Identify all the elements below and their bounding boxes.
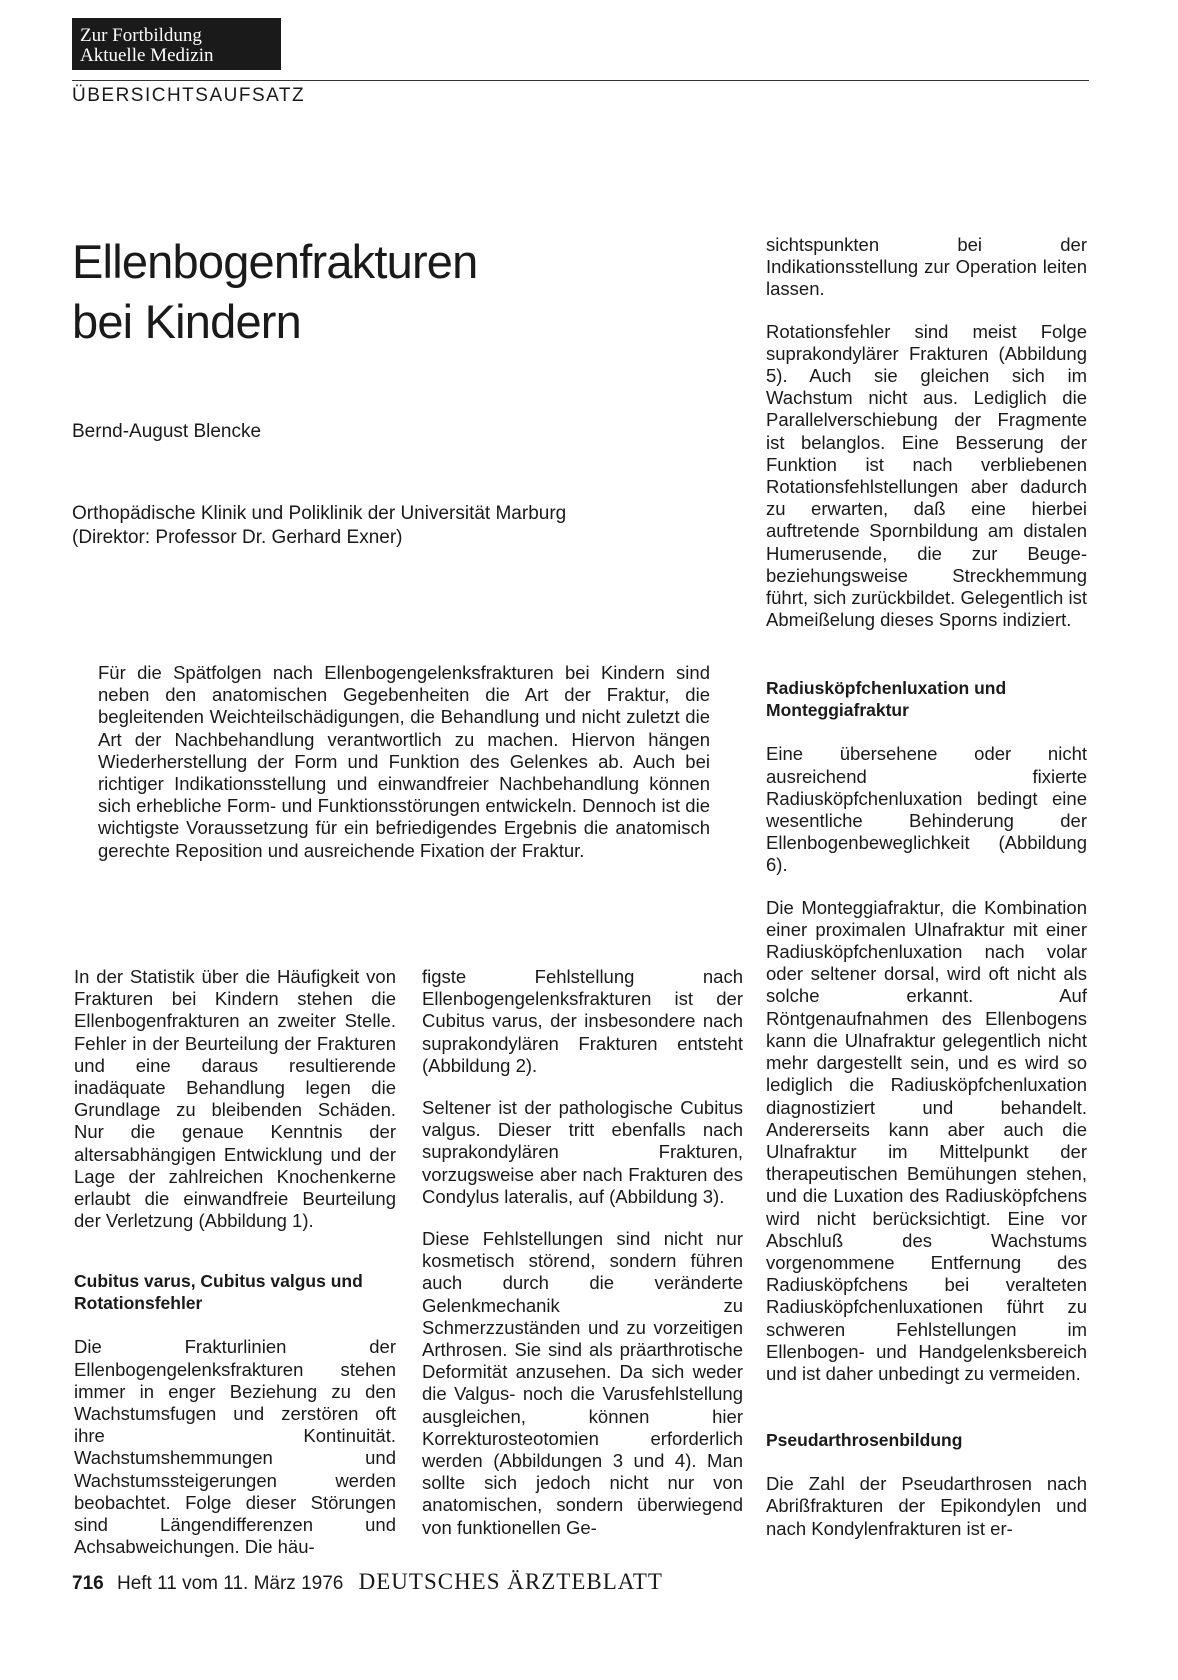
paragraph: Diese Fehlstellungen sind nicht nur kosmetisch störend, sondern führen auch durch die veränderte Gelenkmechanik zu Schmerzzuständen und zu vorzeitigen Arthrosen. Sie sind als präarthrotische Deformität anzusehen. Da sich weder die Valgus- noch die Varusfehlstellung ausgleichen, können hier Korrekturosteotomien erforderlich werden (Abbildungen 3 und 4). Man sollte sich jedoch nicht nur von anatomischen, sondern überwiegend von funktionellen Ge-: [422, 1228, 743, 1538]
title-line-1: Ellenbogenfrakturen: [72, 235, 478, 288]
abstract: Für die Spätfolgen nach Ellenbogengelenksfrakturen bei Kindern sind neben den anatomischen Gegebenheiten die Art der Fraktur, die begleitenden Weichteilschädigungen, die Behandlung und nicht zuletzt die Art der Nachbehandlung verantwortlich zu machen. Hiervon hängen Wiederherstellung der Form und Funktion des Gelenkes ab. Auch bei richtiger Indikationsstellung und einwandfreier Nachbehandlung können sich erhebliche Form- und Funktionsstörungen entwickeln. Dennoch ist die wichtigste Voraussetzung für ein befriedigendes Ergebnis die anatomisch gerechte Reposition und ausreichende Fixation der Fraktur.: [98, 662, 710, 861]
affiliation: [72, 502, 566, 550]
section-label: ÜBERSICHTSAUFSATZ: [72, 85, 306, 106]
paragraph: figste Fehlstellung nach Ellenbogengelenksfrakturen ist der Cubitus varus, der insbesondere nach suprakondylären Frakturen entsteht (Abbildung 2).: [422, 966, 743, 1076]
journal-name: DEUTSCHES ÄRZTEBLATT: [358, 1569, 663, 1594]
header-rule: [72, 80, 1089, 81]
body-column-1: [74, 966, 396, 1578]
article-title: [72, 232, 477, 352]
paragraph: sichtspunkten bei der Indikationsstellung zur Operation leiten lassen.: [766, 234, 1087, 300]
body-column-2: [422, 966, 743, 1559]
section-heading: Pseudarthrosenbildung: [766, 1430, 963, 1451]
badge-line-2: Aktuelle Medizin: [80, 45, 214, 66]
paragraph: Die Frakturlinien der Ellenbogengelenksfrakturen stehen immer in enger Beziehung zu den Wachstumsfugen und zerstören oft ihre Kontinuität. Wachstumshemmungen und Wachstumssteigerungen werden beobachtet. Folge dieser Störungen sind Längendifferenzen und Achsabweichungen. Die häu-: [74, 1336, 396, 1558]
affiliation-line-2: (Direktor: Professor Dr. Gerhard Exner): [72, 527, 403, 548]
title-line-2: bei Kindern: [72, 295, 301, 348]
paragraph: Eine übersehene oder nicht ausreichend fixierte Radiusköpfchenluxation bedingt eine wesentliche Behinderung der Ellenbogenbeweglichkeit (Abbildung 6).: [766, 743, 1087, 876]
page-footer: [72, 1570, 663, 1596]
section-badge: [72, 18, 281, 70]
paragraph: Die Monteggiafraktur, die Kombination einer proximalen Ulnafraktur mit einer Radiusköpfchenluxation nach volar oder seltener dorsal, wird oft nicht als solche erkannt. Auf Röntgenaufnahmen des Ellenbogens kann die Ulnafraktur gelegentlich nicht mehr dargestellt sein, und es wird so lediglich die Radiusköpfchenluxation diagnostiziert und behandelt. Andererseits kann aber auch die Ulnafraktur im Mittelpunkt der therapeutischen Bemühungen stehen, und die Luxation des Radiusköpfchens wird nicht berücksichtigt. Eine vor Abschluß des Wachstums vorgenommene Entfernung des Radiusköpfchens bei veralteten Radiusköpfchenluxationen führt zu schweren Fehlstellungen im Ellenbogen- und Handgelenksbereich und ist daher unbedingt zu vermeiden.: [766, 896, 1087, 1384]
paragraph: Seltener ist der pathologische Cubitus valgus. Dieser tritt ebenfalls nach suprakondylären Frakturen, vorzugsweise aber nach Frakturen des Condylus lateralis, auf (Abbildung 3).: [422, 1097, 743, 1207]
badge-line-1: Zur Fortbildung: [80, 25, 202, 46]
paragraph: In der Statistik über die Häufigkeit von Frakturen bei Kindern stehen die Ellenbogenfrakturen an zweiter Stelle. Fehler in der Beurteilung der Frakturen und eine daraus resultierende inadäquate Behandlung legen die Grundlage zu bleibenden Schäden. Nur die genaue Kenntnis der altersabhängigen Entwicklung und der Lage der zahlreichen Knochenkerne erlaubt die einwandfreie Beurteilung der Verletzung (Abbildung 1).: [74, 966, 396, 1232]
author-name: Bernd-August Blencke: [72, 421, 262, 442]
section-heading: Radiusköpfchenluxation und Monteggiafraktur: [766, 678, 1007, 721]
affiliation-line-1: Orthopädische Klinik und Poliklinik der Universität Marburg: [72, 503, 567, 524]
page-number: 716: [72, 1573, 104, 1594]
section-heading: Cubitus varus, Cubitus valgus und Rotationsfehler: [74, 1271, 363, 1314]
body-column-3: [766, 234, 1087, 1560]
issue-info: Heft 11 vom 11. März 1976: [116, 1573, 344, 1594]
paragraph: Die Zahl der Pseudarthrosen nach Abrißfrakturen der Epikondylen und nach Kondylenfrakturen ist er-: [766, 1473, 1087, 1539]
paragraph: Rotationsfehler sind meist Folge suprakondylärer Frakturen (Abbildung 5). Auch sie gleichen sich im Wachstum nicht aus. Lediglich die Parallelverschiebung der Fragmente ist belanglos. Eine Besserung der Funktion ist nach verbliebenen Rotationsfehlstellungen aber dadurch zu erwarten, daß eine hierbei auftretende Spornbildung am distalen Humerusende, die zur Beuge- beziehungsweise Streckhemmung führt, sich zurückbildet. Gelegentlich ist Abmeißelung dieses Sporns indiziert.: [766, 320, 1087, 631]
